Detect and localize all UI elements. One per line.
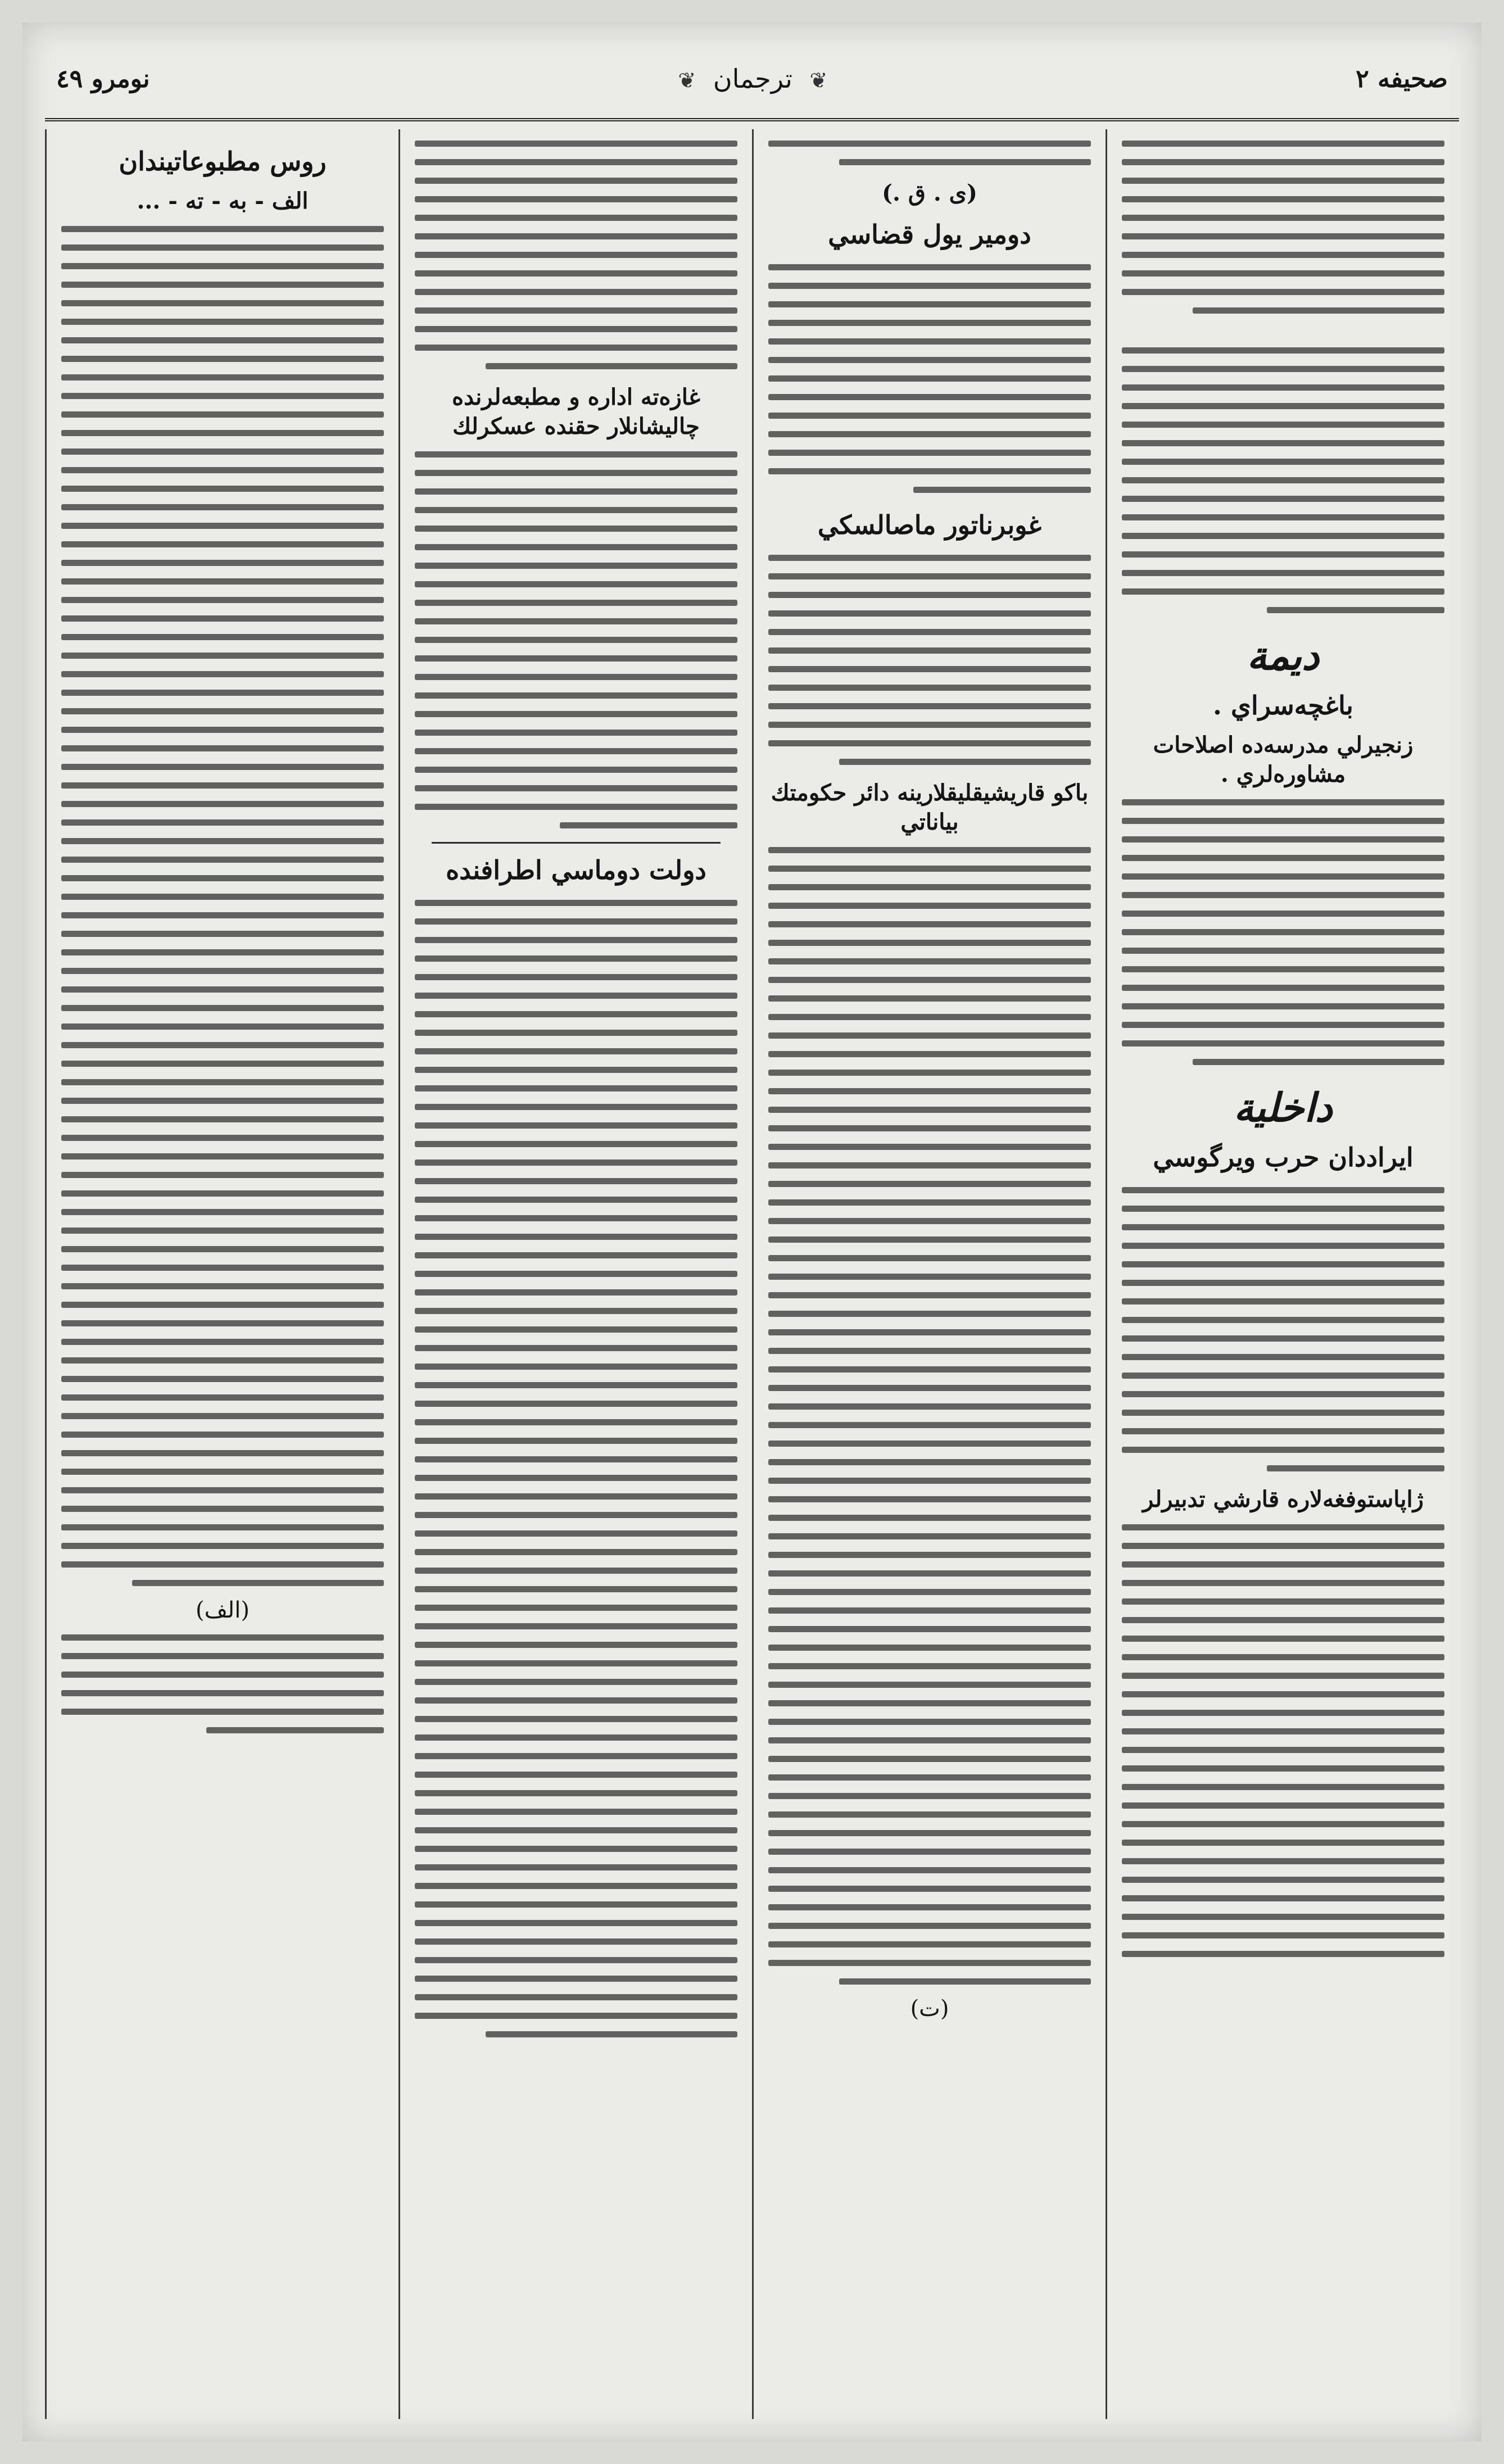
article-text — [415, 894, 737, 2043]
article-text — [768, 841, 1091, 1990]
article-text — [1122, 1181, 1444, 1477]
article-text — [1122, 135, 1444, 319]
headline: باغچه‌سراي . — [1213, 690, 1353, 721]
article-text — [1122, 342, 1444, 619]
subheadline: الف - به - ته - ... — [137, 187, 309, 214]
divider — [432, 842, 721, 844]
subheadline: غازه‌ته اداره و مطبعه‌لرنده چاليشانلار حقنده عسكرلك — [452, 384, 700, 440]
headline: غوبرناتور ماصالسكي — [817, 509, 1042, 540]
subheadline: باكو قاريشيقليقلارينه دائر حكومتك بياناتي — [771, 779, 1089, 835]
headline: روس مطبوعاتيندان — [119, 146, 327, 176]
ornament-left-icon: ❦ — [809, 68, 828, 93]
header-rule — [45, 118, 1459, 121]
headline: ايراددان حرب ويرگوسي — [1153, 1142, 1414, 1172]
article-text — [768, 259, 1091, 499]
columns-grid — [45, 129, 1459, 2419]
page-header — [56, 45, 1448, 112]
subheadline: ژاپاستوفغه‌لاره قارشي تدبيرلر — [1143, 1485, 1424, 1512]
signature: (ت) — [910, 1995, 949, 2022]
article-text — [415, 446, 737, 834]
headline: دومير يول قضاسي — [828, 219, 1031, 250]
newspaper-page — [22, 22, 1482, 2442]
section-heading-dakhili: داخلية — [1234, 1084, 1333, 1131]
column-2 — [752, 129, 1106, 2419]
signature: (الف) — [196, 1597, 250, 1623]
article-text — [1122, 794, 1444, 1071]
column-3 — [398, 129, 752, 2419]
section-heading-nashr: ديمة — [1247, 632, 1320, 679]
subheadline: زنجيرلي مدرسه‌ده اصلاحات مشاوره‌لري . — [1153, 731, 1414, 787]
article-text — [415, 135, 737, 375]
article-text — [768, 549, 1091, 771]
page-number: صحيفه ٢ — [1356, 64, 1448, 93]
column-4 — [45, 129, 398, 2419]
masthead — [669, 64, 836, 94]
article-text — [1122, 1519, 1444, 1963]
article-text — [61, 1629, 384, 1739]
column-1 — [1106, 129, 1459, 2419]
signature: (ى . ق .) — [882, 180, 977, 206]
ornament-right-icon: ❦ — [678, 68, 696, 93]
article-text — [61, 220, 384, 1592]
issue-number: نومرو ٤٩ — [56, 64, 150, 93]
masthead-title: ترجمان — [713, 64, 792, 94]
headline: دولت دوماسي اطرافنده — [446, 855, 706, 885]
article-text — [768, 135, 1091, 171]
